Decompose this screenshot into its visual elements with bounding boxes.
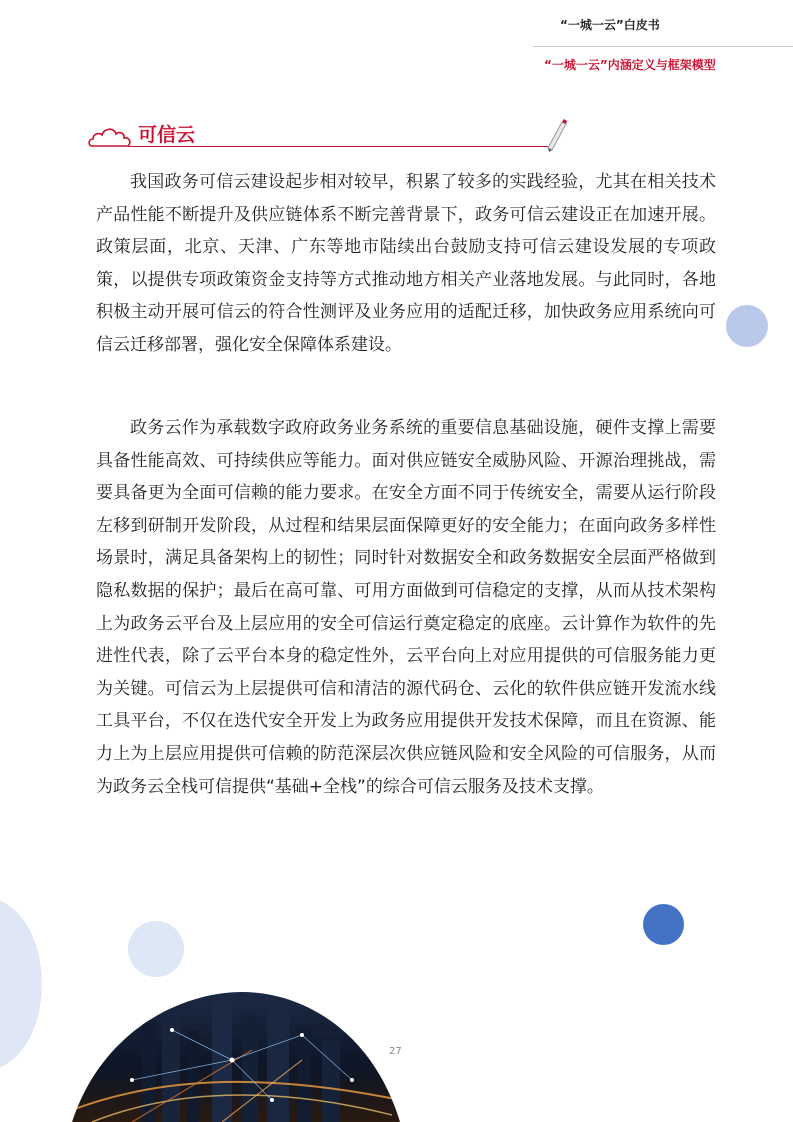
pen-icon <box>540 118 570 152</box>
decorative-circle <box>128 921 184 977</box>
title-underline <box>128 146 548 147</box>
page-number: 27 <box>389 1046 402 1057</box>
body-paragraph: 政务云作为承载数字政府政务业务系统的重要信息基础设施，硬件支撑上需要具备性能高效、可持续供应等能力。面对供应链安全威胁风险、开源治理挑战，需要具备更为全面可信赖的能力要求。在安全方面不同于传统安全，需要从运行阶段左移到研制开发阶段，从过程和结果层面保障更好的安全能力；在面向政务多样性场景时，满足具备架构上的韧性；同时针对数据安全和政务数据安全层面严格做到隐私数据的保护；最后在高可靠、可用方面做到可信稳定的支撑，从而从技术架构上为政务云平台及上层应用的安全可信运行奠定稳定的底座。云计算作为软件的先进性代表，除了云平台本身的稳定性外，云平台向上对应用提供的可信服务能力更为关键。可信云为上层提供可信和清洁的源代码仓、云化的软件供应链开发流水线工具平台，不仅在迭代安全开发上为政务应用提供开发技术保障，而且在资源、能力上为上层应用提供可信赖的防范深层次供应链风险和安全风险的可信服务，从而为政务云全栈可信提供“基础+全栈”的综合可信云服务及技术支撑。 <box>96 418 716 797</box>
header-divider <box>533 46 793 47</box>
section-title: 可信云 <box>138 124 196 146</box>
decorative-circle <box>726 305 768 347</box>
city-night-image <box>72 990 400 1122</box>
decorative-circle <box>0 898 42 1070</box>
body-paragraph: 我国政务可信云建设起步相对较早，积累了较多的实践经验，尤其在相关技术产品性能不断提升及供应链体系不断完善背景下，政务可信云建设正在加速开展。政策层面，北京、天津、广东等地市陆续出台鼓励支持可信云建设发展的专项政策，以提供专项政策资金支持等方式推动地方相关产业落地发展。与此同时，各地积极主动开展可信云的符合性测评及业务应用的适配迁移，加快政务应用系统向可信云迁移部署，强化安全保障体系建设。 <box>96 172 716 355</box>
header-title: “一城一云”白皮书 <box>560 18 660 32</box>
header-subtitle: “一城一云”内涵定义与框架模型 <box>544 58 716 72</box>
decorative-circle <box>643 904 684 945</box>
section-heading <box>88 118 568 152</box>
